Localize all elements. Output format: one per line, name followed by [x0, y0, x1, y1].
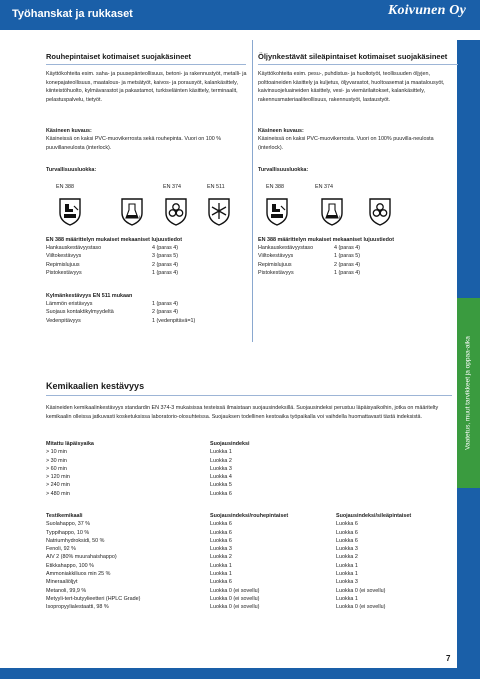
- mechanical-hazard-icon: [264, 197, 290, 226]
- table-row: > 480 min Luokka 6: [46, 490, 232, 497]
- svg-text:i: i: [139, 215, 141, 221]
- left-standard-en388: EN 388: [56, 184, 74, 190]
- table-row: > 60 min Luokka 3: [46, 465, 232, 472]
- biohazard-icon: [367, 197, 393, 226]
- table-row: Suojaus kontaktikylmyydeltä 2 (paras 4): [46, 309, 179, 316]
- table-header-row: Testikemikaali Suojausindeksi/rouhepintaiset Suojausindeksi/sileäpintaiset: [46, 513, 412, 519]
- table-row: Typpihappo, 10 % Luokka 6 Luokka 6: [46, 529, 358, 536]
- page-number: 7: [446, 654, 451, 663]
- cold-hazard-icon: [206, 197, 232, 226]
- left-column-title: Rouhepintaiset kotimaiset suojakäsineet: [46, 52, 192, 61]
- table-row: Pistokestävyys 1 (paras 4): [258, 269, 361, 276]
- left-standard-en511: EN 511: [207, 184, 225, 190]
- table-header-row: Mitattu läpäisyaika Suojausindeksi: [46, 441, 250, 447]
- table-row: Vedenpitävyys 1 (vedenpitävä=1): [46, 317, 196, 324]
- left-cold-table: [46, 300, 246, 325]
- table-row: > 240 min Luokka 5: [46, 482, 232, 489]
- table-row: Metyyli-tert-butyylieetteri (HPLC Grade) Luokka 0 (ei sovellu) Luokka 1: [46, 595, 358, 602]
- right-material: Käsineissä on kaksi PVC-muovikerrosta. Vuori on 100% puuvilla-neulosta (interlock).: [258, 136, 434, 151]
- table-row: Ammoniakkiliuos min 25 % Luokka 1 Luokka 1: [46, 571, 358, 578]
- page-header: [0, 0, 480, 30]
- table-row: Viiltokestävyys 3 (paras 5): [46, 253, 179, 260]
- table-row: AIV 2 (80% muurahaishappo) Luokka 2 Luokka 2: [46, 554, 358, 561]
- side-tab: [457, 40, 480, 668]
- table-row: Etikkahappo, 100 % Luokka 1 Luokka 1: [46, 562, 358, 569]
- page-title: Työhanskat ja rukkaset: [12, 8, 133, 20]
- side-tab-band[interactable]: [457, 298, 480, 488]
- table-row: > 120 min Luokka 4: [46, 474, 232, 481]
- left-mech-table: [46, 244, 246, 277]
- table-row: Repimislujuus 2 (paras 4): [46, 261, 179, 268]
- column-divider: [252, 40, 253, 342]
- chemical-hazard-icon: [319, 197, 345, 226]
- chemical-intro: Käsineiden kemikaalinkestävyys standardin EN 374-3 mukaisissa testeissä ilmaistaan suojausindeksillä. Suojausindeksi perustuu läpäisyaikoihin, jotka on määritelty kemikaalin olleissa jatkuvasti kosketuksissa laboratorio-olosuhteissa. Suojauksen todellinen kestoaika työpaikalla voi vaihdella huomattavasti tästä indeksistä.: [46, 405, 439, 420]
- table-row: Viiltokestävyys 1 (paras 5): [258, 253, 361, 260]
- table-row: > 30 min Luokka 2: [46, 457, 232, 464]
- brand-logo: Koivunen Oy: [387, 3, 466, 18]
- right-standard-en374: EN 374: [315, 184, 333, 190]
- chemical-hazard-icon: [119, 197, 145, 226]
- table-row: Fenoli, 92 % Luokka 3 Luokka 3: [46, 546, 358, 553]
- svg-text:i: i: [339, 215, 341, 221]
- side-tab-label: Vaatetus, muut tarvikkeet ja oppaa-aika: [464, 336, 472, 450]
- table-row: > 10 min Luokka 1: [46, 449, 232, 456]
- chemical-resistance-table: [46, 512, 446, 612]
- table-row: Repimislujuus 2 (paras 4): [258, 261, 361, 268]
- left-cold-heading: Kylmänkestävyys EN 511 mukaan: [46, 293, 133, 299]
- right-mech-heading: EN 388 määrittelyn mukaiset mekaaniset lujuustiedot: [258, 237, 395, 243]
- right-standard-en388: EN 388: [266, 184, 284, 190]
- table-row: Isopropyylialestaatti, 98 % Luokka 0 (ei sovellu) Luokka 0 (ei sovellu): [46, 604, 386, 611]
- table-row: Hankauskestävyystaso 4 (paras 4): [46, 245, 179, 251]
- right-intro: Käyttökohteita esim. pesu-, puhdistus- ja huoltotyöt, teollisuuden öljyjen, polttoaineiden käsittely ja kuljetus, öljyvarastot, huoltoasemat ja maatalousyöt, kaivinsuojeluaineiden käsittely, vesi- ja viemärilaitokset, kalankäsittely, rakennusmateriaaliteollisuus, rakennustyöt, lastaustyöt.: [258, 71, 445, 103]
- right-material-heading: Käsineen kuvaus:: [258, 128, 304, 134]
- left-standard-en374: EN 374: [163, 184, 181, 190]
- table-row: Lämmön eristävyys 1 (paras 4): [46, 301, 179, 307]
- biohazard-icon: [163, 197, 189, 226]
- breakthrough-time-table: [46, 440, 346, 498]
- table-row: Natriumhydroksidi, 50 % Luokka 6 Luokka 6: [46, 537, 358, 544]
- right-safety-heading: Turvallisuusluokka:: [258, 167, 309, 173]
- left-safety-heading: Turvallisuusluokka:: [46, 167, 97, 173]
- mechanical-hazard-icon: [57, 197, 83, 226]
- left-intro: Käyttökohteita esim. saha- ja puusepänteollisuus, betoni- ja rakennustyöt, metalli- ja konepajateollisuus, maatalous- ja metsätyöt, kaivos- ja porausyöt, kalankäsittely, kiinteistöhuolto, kylmävarastot ja pakastamot, turkiseläinten käsittely, terminaalit, pelastuspalvelu, tietyöt.: [46, 71, 247, 103]
- right-column-title: Öljynkestävät sileäpintaiset kotimaiset suojakäsineet: [258, 52, 448, 61]
- left-material: Käsineissä on kaksi PVC-muovikerrosta sekä rouhepinta. Vuori on 100 % puuvillaneulosta (interlock).: [46, 136, 222, 151]
- footer-bar: [0, 668, 480, 679]
- table-row: Metanoli, 99,9 % Luokka 0 (ei sovellu) Luokka 0 (ei sovellu): [46, 587, 386, 594]
- right-mech-table: [258, 244, 452, 277]
- table-row: Hankauskestävyystaso 4 (paras 4): [258, 245, 361, 251]
- table-row: Suolahappo, 37 % Luokka 6 Luokka 6: [46, 521, 358, 528]
- table-row: Pistokestävyys 1 (paras 4): [46, 269, 179, 276]
- chemical-section-title: Kemikaalien kestävyys: [46, 381, 145, 391]
- left-material-heading: Käsineen kuvaus:: [46, 128, 92, 134]
- left-mech-heading: EN 388 määrittelyn mukaiset mekaaniset lujuustiedot: [46, 237, 183, 243]
- table-row: Mineraaliöljyt Luokka 6 Luokka 3: [46, 579, 358, 586]
